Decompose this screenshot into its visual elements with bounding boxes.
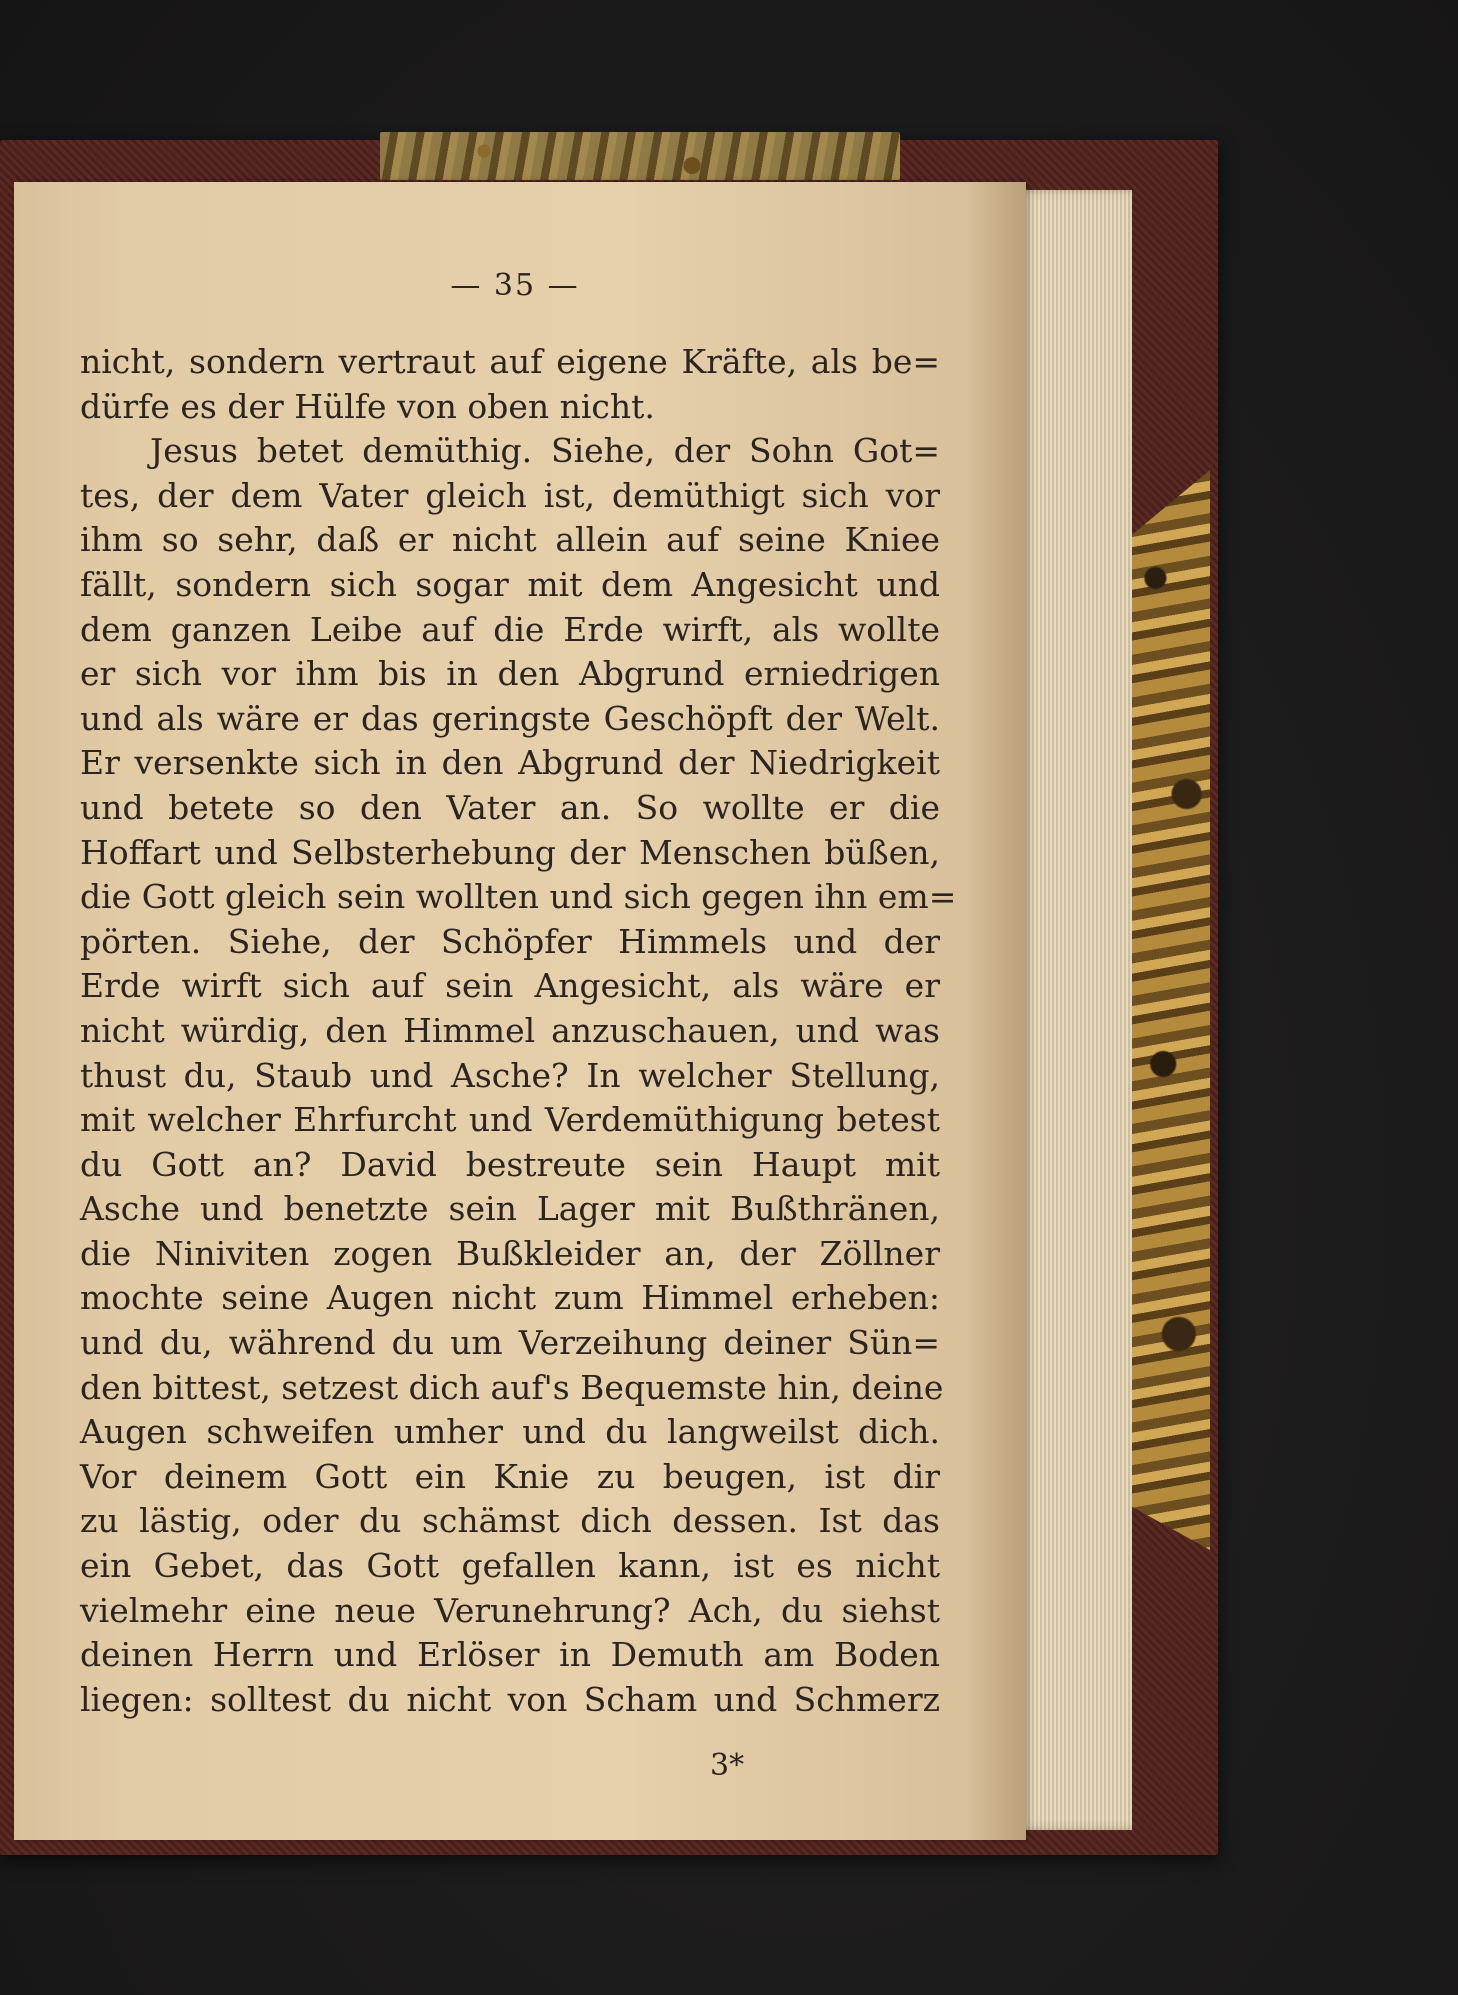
text-line: Hoffart und Selbsterhebung der Menschen büßen, xyxy=(80,832,940,872)
text-line: thust du, Staub und Asche? In welcher Stellung, xyxy=(80,1055,940,1095)
text-line: du Gott an? David bestreute sein Haupt mit xyxy=(80,1144,940,1184)
text-line: dürfe es der Hülfe von oben nicht. xyxy=(80,386,655,426)
text-line: mochte seine Augen nicht zum Himmel erheben: xyxy=(80,1278,940,1318)
page-fore-edge xyxy=(1010,190,1132,1830)
text-line: Jesus betet demüthig. Siehe, der Sohn Got= xyxy=(150,431,940,471)
text-line: mit welcher Ehrfurcht und Verdemüthigung betest xyxy=(80,1100,940,1140)
text-line: ihm so sehr, daß er nicht allein auf seine Kniee xyxy=(80,520,940,560)
text-line: ein Gebet, das Gott gefallen kann, ist es nicht xyxy=(80,1546,940,1586)
text-line: nicht würdig, den Himmel anzuschauen, und was xyxy=(80,1010,940,1050)
text-line: vielmehr eine neue Verunehrung? Ach, du siehst xyxy=(80,1590,940,1630)
text-line: den bittest, setzest dich auf's Bequemste hin, deine xyxy=(80,1367,944,1407)
text-line: Er versenkte sich in den Abgrund der Niedrigkeit xyxy=(80,743,940,783)
text-line: Erde wirft sich auf sein Angesicht, als wäre er xyxy=(80,966,940,1006)
text-line: Augen schweifen umher und du langweilst dich. xyxy=(80,1412,940,1452)
text-line: deinen Herrn und Erlöser in Demuth am Boden xyxy=(80,1635,940,1675)
text-line: und betete so den Vater an. So wollte er die xyxy=(80,787,940,827)
text-line: Vor deinem Gott ein Knie zu beugen, ist dir xyxy=(80,1456,940,1496)
text-line: dem ganzen Leibe auf die Erde wirft, als wollte xyxy=(80,609,940,649)
text-line: fällt, sondern sich sogar mit dem Angesicht und xyxy=(80,564,940,604)
text-line: und du, während du um Verzeihung deiner Sün= xyxy=(80,1323,940,1363)
text-line: die Niniviten zogen Bußkleider an, der Zöllner xyxy=(80,1233,940,1273)
cover-marbled-paper-top xyxy=(380,132,900,180)
text-line: tes, der dem Vater gleich ist, demüthigt sich vor xyxy=(80,475,940,515)
text-line: nicht, sondern vertraut auf eigene Kräfte, als be= xyxy=(80,342,940,381)
page-text xyxy=(80,340,957,1722)
text-line: und als wäre er das geringste Geschöpft der Welt. xyxy=(80,698,940,738)
text-line: zu lästig, oder du schämst dich dessen. Ist das xyxy=(80,1501,940,1541)
text-line: pörten. Siehe, der Schöpfer Himmels und der xyxy=(80,921,940,961)
text-line: er sich vor ihm bis in den Abgrund erniedrigen xyxy=(80,654,940,694)
cover-marbled-paper-side xyxy=(1132,470,1210,1550)
text-line: liegen: solltest du nicht von Scham und Schmerz xyxy=(80,1679,940,1719)
page-number: — 35 — xyxy=(450,268,580,303)
signature-mark: 3* xyxy=(710,1748,745,1783)
text-line: die Gott gleich sein wollten und sich gegen ihn em= xyxy=(80,877,957,917)
text-line: Asche und benetzte sein Lager mit Bußthränen, xyxy=(80,1189,940,1229)
